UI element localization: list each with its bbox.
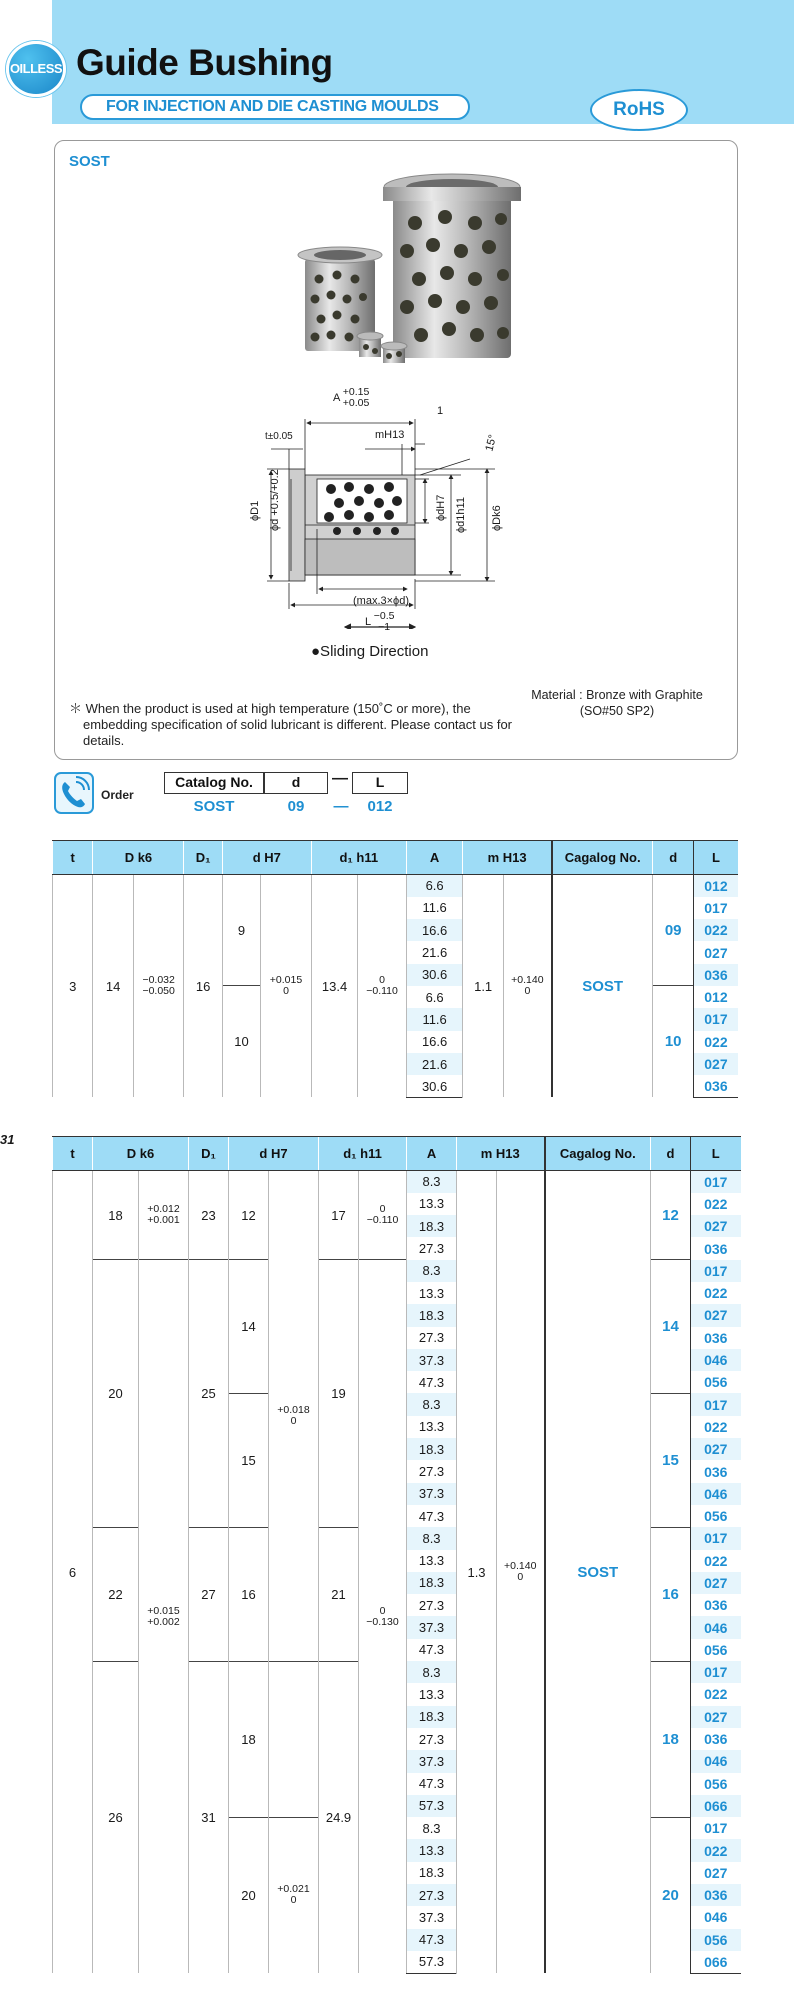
d1h11-value: 21 (319, 1527, 359, 1661)
a-value: 13.3 (407, 1550, 457, 1572)
a-value: 18.3 (407, 1304, 457, 1326)
tolerance (142, 975, 174, 997)
dim-l: L −0.5 −1 (365, 610, 395, 633)
dh7-value: 20 (229, 1817, 269, 1973)
l-code: 017 (691, 1661, 741, 1683)
col-mh13: m H13 (463, 841, 552, 875)
dh7-tolerance (269, 1817, 319, 1973)
l-code: 027 (693, 1053, 738, 1075)
model-label: SOST (69, 153, 110, 170)
a-value: 13.3 (407, 1683, 457, 1705)
l-code: 046 (691, 1616, 741, 1638)
example-d: 09 (287, 798, 305, 815)
d1-value: 27 (189, 1527, 229, 1661)
d1h11-tolerance (359, 1260, 407, 1974)
l-code: 066 (691, 1951, 741, 1973)
spec-table-t3 (52, 840, 738, 1098)
a-value: 47.3 (407, 1773, 457, 1795)
dim-d: ϕd +0.5/+0.2 (269, 469, 281, 531)
tolerance-value: 0 (517, 1571, 524, 1584)
tolerance (147, 1606, 179, 1628)
l-code: 017 (691, 1393, 741, 1415)
dk6-tolerance (139, 1260, 189, 1974)
mh13-tolerance (497, 1171, 545, 1974)
l-code: 022 (693, 919, 738, 941)
l-code: 022 (691, 1683, 741, 1705)
dh7-tolerance (261, 875, 312, 1098)
dk6-value: 20 (93, 1260, 139, 1528)
col-mh13: m H13 (457, 1137, 545, 1171)
l-code: 022 (691, 1839, 741, 1861)
a-value: 18.3 (407, 1706, 457, 1728)
example-dash: — (333, 798, 349, 815)
a-value: 8.3 (407, 1527, 457, 1549)
l-header: L (352, 772, 408, 794)
tolerance-value: 0 (379, 1604, 386, 1617)
a-value: 37.3 (407, 1616, 457, 1638)
tolerance (270, 975, 302, 997)
product-panel (54, 140, 738, 760)
col-d1: D₁ (189, 1137, 229, 1171)
a-value: 6.6 (406, 875, 463, 897)
dim-d1h11: ϕd1h11 (455, 497, 467, 533)
tolerance-value: 0 (283, 985, 289, 998)
tolerance (367, 1204, 399, 1226)
l-code: 022 (691, 1550, 741, 1572)
dk6-value: 18 (93, 1171, 139, 1260)
a-value: 27.3 (407, 1594, 457, 1616)
l-code: 012 (693, 875, 738, 897)
a-value: 13.3 (407, 1282, 457, 1304)
d1h11-value: 17 (319, 1171, 359, 1260)
l-code: 036 (691, 1460, 741, 1482)
col-catalog: Cagalog No. (545, 1137, 651, 1171)
col-d1h11: d₁ h11 (319, 1137, 407, 1171)
a-value: 18.3 (407, 1862, 457, 1884)
l-code: 056 (691, 1371, 741, 1393)
tolerance (511, 975, 543, 997)
a-value: 13.3 (407, 1193, 457, 1215)
table-row (53, 875, 739, 897)
l-code: 017 (691, 1527, 741, 1549)
tolerance-value: +0.015 (147, 1604, 180, 1617)
a-value: 27.3 (407, 1884, 457, 1906)
a-value: 8.3 (407, 1661, 457, 1683)
dh7-value: 16 (229, 1527, 269, 1661)
dim-max: (max.3×ϕd) (353, 595, 409, 607)
col-t: t (53, 1137, 93, 1171)
l-code: 036 (691, 1327, 741, 1349)
col-l: L (693, 841, 738, 875)
technical-drawing (245, 379, 545, 629)
catalog-value: SOST (545, 1171, 651, 1974)
l-code: 022 (691, 1416, 741, 1438)
l-code: 046 (691, 1750, 741, 1772)
d-code: 14 (651, 1260, 691, 1394)
dim-m: mH13 (375, 429, 405, 441)
tolerance-value: +0.018 (277, 1403, 310, 1416)
tolerance-value: −0.032 (142, 974, 175, 987)
a-value: 47.3 (407, 1505, 457, 1527)
col-dh7: d H7 (222, 841, 311, 875)
catalog-value: SOST (552, 875, 653, 1098)
l-code: 027 (691, 1706, 741, 1728)
l-code: 036 (691, 1884, 741, 1906)
col-dh7: d H7 (229, 1137, 319, 1171)
material-line: Material : Bronze with Graphite (531, 688, 703, 702)
dh7-value: 10 (222, 986, 260, 1097)
a-value: 30.6 (406, 964, 463, 986)
a-value: 16.6 (406, 919, 463, 941)
l-code: 036 (693, 964, 738, 986)
tolerance-value: 0 (290, 1414, 297, 1427)
d1-value: 25 (189, 1260, 229, 1528)
dim-t: t±0.05 (265, 431, 293, 442)
tolerance-value: −0.110 (366, 985, 398, 998)
mh13-tolerance (503, 875, 552, 1098)
d-code: 20 (651, 1817, 691, 1973)
a-value: 18.3 (407, 1572, 457, 1594)
l-code: 066 (691, 1795, 741, 1817)
col-d: d (651, 1137, 691, 1171)
l-code: 012 (693, 986, 738, 1008)
high-temp-note: ＊ When the product is used at high temperature (150˚C or more), the embedding specification of solid lubricant is different. Please contact us for details. (69, 701, 512, 748)
dk6-value: 22 (93, 1527, 139, 1661)
d-code: 10 (653, 986, 693, 1097)
d1h11-value: 19 (319, 1260, 359, 1528)
page-title: Guide Bushing (76, 42, 333, 83)
l-code: 017 (693, 1008, 738, 1030)
tolerance-value: +0.140 (504, 1560, 537, 1573)
col-a: A (407, 1137, 457, 1171)
l-code: 027 (691, 1215, 741, 1237)
a-value: 18.3 (407, 1215, 457, 1237)
tolerance-value: −0.050 (142, 985, 175, 998)
a-value: 57.3 (407, 1795, 457, 1817)
l-code: 017 (691, 1260, 741, 1282)
a-value: 16.6 (406, 1031, 463, 1053)
a-value: 47.3 (407, 1371, 457, 1393)
l-code: 022 (691, 1282, 741, 1304)
order-dash: — (332, 770, 348, 787)
t-value: 3 (53, 875, 93, 1098)
l-code: 027 (691, 1862, 741, 1884)
mh13-value: 1.1 (463, 875, 503, 1098)
mh13-value: 1.3 (457, 1171, 497, 1974)
l-code: 036 (693, 1075, 738, 1097)
l-code: 027 (691, 1438, 741, 1460)
d-code: 16 (651, 1527, 691, 1661)
a-value: 37.3 (407, 1906, 457, 1928)
table-row (53, 1171, 741, 1193)
rohs-badge: RoHS (592, 91, 686, 129)
tolerance (504, 1561, 536, 1583)
product-photo (275, 161, 575, 371)
dk6-value: 14 (93, 875, 133, 1098)
page-subtitle: FOR INJECTION AND DIE CASTING MOULDS (80, 94, 470, 120)
d1h11-tolerance (359, 1171, 407, 1260)
l-code: 017 (691, 1171, 741, 1193)
a-value: 27.3 (407, 1728, 457, 1750)
dh7-value: 15 (229, 1393, 269, 1527)
l-code: 036 (691, 1237, 741, 1259)
tolerance (277, 1884, 309, 1906)
a-value: 6.6 (406, 986, 463, 1008)
tolerance (277, 1405, 309, 1427)
l-code: 017 (693, 897, 738, 919)
a-value: 13.3 (407, 1416, 457, 1438)
l-code: 027 (691, 1304, 741, 1326)
d-header: d (264, 772, 328, 794)
a-value: 57.3 (407, 1951, 457, 1973)
tolerance-value: +0.012 (147, 1203, 180, 1216)
dh7-value: 14 (229, 1260, 269, 1394)
dk6-tolerance (139, 1171, 189, 1260)
material-info (507, 687, 727, 719)
tolerance-value: 0 (290, 1894, 297, 1907)
tolerance-value: +0.021 (277, 1883, 310, 1896)
tolerance-value: 0 (379, 1203, 386, 1216)
d-code: 09 (653, 875, 693, 986)
tolerance-value: −0.110 (366, 1214, 399, 1227)
a-value: 47.3 (407, 1639, 457, 1661)
example-l: 012 (367, 798, 393, 815)
dk6-value: 26 (93, 1661, 139, 1973)
a-value: 8.3 (407, 1817, 457, 1839)
dk6-tolerance (133, 875, 184, 1098)
col-d1: D₁ (184, 841, 222, 875)
tolerance-value: +0.002 (147, 1615, 180, 1628)
l-code: 017 (691, 1817, 741, 1839)
order-label: Order (101, 788, 134, 802)
a-value: 21.6 (406, 1053, 463, 1075)
dh7-value: 12 (229, 1171, 269, 1260)
a-value: 11.6 (406, 897, 463, 919)
a-value: 8.3 (407, 1171, 457, 1193)
col-d: d (653, 841, 693, 875)
l-code: 022 (693, 1031, 738, 1053)
dim-angle: 15° (483, 433, 500, 453)
t-value: 6 (53, 1171, 93, 1974)
a-value: 37.3 (407, 1750, 457, 1772)
a-value: 47.3 (407, 1929, 457, 1951)
l-code: 036 (691, 1728, 741, 1750)
d-code: 18 (651, 1661, 691, 1817)
dim-d1: ϕD1 (249, 500, 261, 521)
tolerance-value: +0.015 (269, 974, 303, 987)
dim-a: A +0.15 +0.05 (333, 386, 370, 409)
dh7-tolerance (269, 1171, 319, 1662)
a-value: 13.3 (407, 1839, 457, 1861)
l-code: 027 (691, 1572, 741, 1594)
tolerance-value: +0.140 (511, 974, 544, 987)
tolerance-value: 0 (524, 985, 531, 998)
col-dk6: D k6 (93, 1137, 189, 1171)
l-code: 046 (691, 1483, 741, 1505)
l-code: 022 (691, 1193, 741, 1215)
example-catalog: SOST (193, 798, 235, 815)
d1h11-tolerance (358, 875, 407, 1098)
col-l: L (691, 1137, 741, 1171)
l-code: 056 (691, 1505, 741, 1527)
tolerance-value: −0.130 (366, 1615, 399, 1628)
a-value: 37.3 (407, 1349, 457, 1371)
a-value: 18.3 (407, 1438, 457, 1460)
col-a: A (406, 841, 463, 875)
d1-value: 31 (189, 1661, 229, 1973)
d1h11-value: 13.4 (311, 875, 358, 1098)
phone-icon (54, 772, 94, 814)
tolerance (147, 1204, 179, 1226)
col-dk6: D k6 (93, 841, 184, 875)
sliding-direction: ●Sliding Direction (311, 643, 429, 660)
a-value: 27.3 (407, 1327, 457, 1349)
a-value: 8.3 (407, 1393, 457, 1415)
page-side-mark: 31 (0, 1132, 15, 1147)
col-d1h11: d₁ h11 (311, 841, 406, 875)
a-value: 30.6 (406, 1075, 463, 1097)
l-code: 027 (693, 941, 738, 963)
material-spec: (SO#50 SP2) (579, 704, 655, 718)
dh7-tolerance-empty (269, 1661, 319, 1817)
l-code: 046 (691, 1349, 741, 1371)
catalog-no-header: Catalog No. (164, 772, 264, 794)
dim-dh7: ϕdH7 (435, 494, 447, 521)
tolerance (366, 975, 398, 997)
a-value: 8.3 (407, 1260, 457, 1282)
dim-one: 1 (437, 405, 444, 417)
a-value: 37.3 (407, 1483, 457, 1505)
dim-dk6: ϕDk6 (491, 505, 503, 531)
d1-value: 16 (184, 875, 222, 1098)
col-catalog: Cagalog No. (552, 841, 653, 875)
l-code: 036 (691, 1594, 741, 1616)
d-code: 12 (651, 1171, 691, 1260)
a-value: 27.3 (407, 1237, 457, 1259)
a-value: 21.6 (406, 941, 463, 963)
a-value: 11.6 (406, 1008, 463, 1030)
l-code: 046 (691, 1906, 741, 1928)
d1h11-value: 24.9 (319, 1661, 359, 1973)
tolerance (366, 1606, 398, 1628)
l-code: 056 (691, 1929, 741, 1951)
tolerance-value: +0.001 (147, 1214, 180, 1227)
spec-table-t6 (52, 1136, 741, 1974)
oilless-logo: OILLESS (6, 41, 66, 97)
tolerance-value: 0 (379, 974, 385, 987)
d1-value: 23 (189, 1171, 229, 1260)
dh7-value: 18 (229, 1661, 269, 1817)
col-t: t (53, 841, 93, 875)
a-value: 27.3 (407, 1460, 457, 1482)
l-code: 056 (691, 1639, 741, 1661)
d-code: 15 (651, 1393, 691, 1527)
dh7-value: 9 (222, 875, 260, 986)
l-code: 056 (691, 1773, 741, 1795)
